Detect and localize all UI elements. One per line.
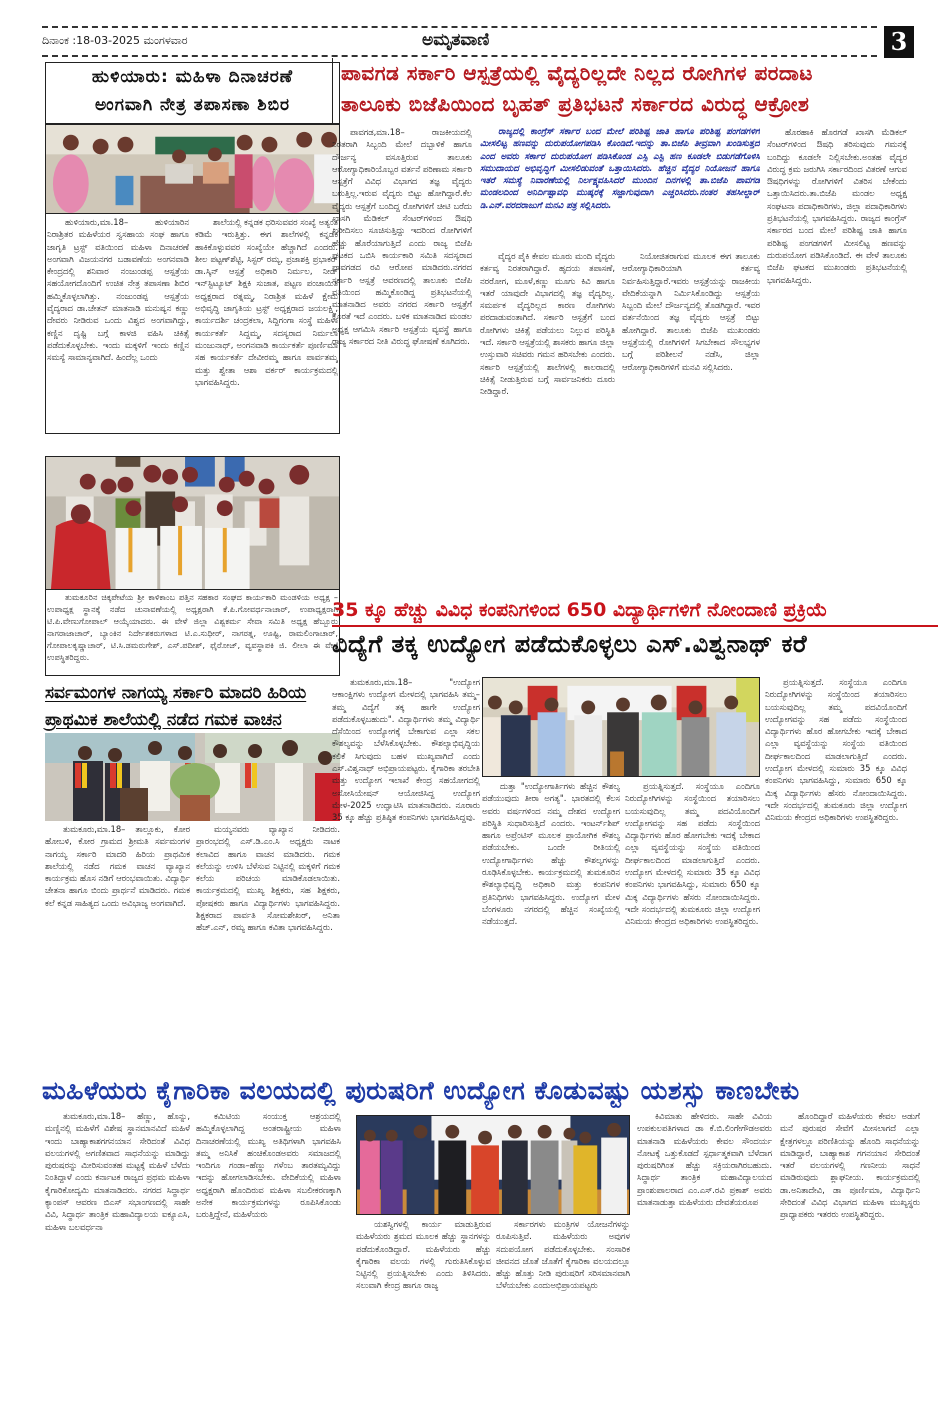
story4-headline-line2: ಪ್ರಾಥಮಿಕ ಶಾಲೆಯಲ್ಲಿ ನಡೆದ ಗಮಕ ವಾಚನ xyxy=(45,710,282,730)
story4-column-1: ತುಮಕೂರು,ಮಾ.18– ತಾಲ್ಲೂಕು, ಕೋರ ಹೋಬಳಿ, ಕೋರ ಗ್ರಾಮದ ಶ್ರೀಮತಿ ಸರ್ವಮಂಗಳ ನಾಗಯ್ಯ ಸರ್ಕಾರಿ ಮಾದರಿ ಹಿರಿಯ ಪ್ರಾಥಮಿಕ ಶಾಲೆಯಲ್ಲಿ ನಡೆದ ಗಮಕ ವಾಚನ ವ್ಯಾಖ್ಯಾನ ಕಾರ್ಯಕ್ರಮ ಹೊಸ ನಡಿಗೆ ಆರಂಭವಾಯಿತು. ವಿದ್ಯಾರ್ಥಿ ಚೇತನಾ ಹಾಗೂ ಬಿಂದು ಪ್ರಾರ್ಥನೆ ಮಾಡಿದರು. ಗಮಕ ಕಲೆ ಕನ್ನಡ ಸಾಹಿತ್ಯದ ಒಂದು ಅವಿಭಾಜ್ಯ ಅಂಗವಾಗಿದೆ. xyxy=(45,824,190,908)
masthead-bottom-divider xyxy=(42,55,877,57)
coop-caption: ತುಮಕೂರಿನ ಚಿಕ್ಕಪೇಟೆಯ ಶ್ರೀ ಕಾಳಿಕಾಂಬ ಪತ್ತಿನ ಸಹಕಾರ ಸಂಘದ ಕಾರ್ಯಕಾರಿ ಮಂಡಳಿಯ ಅಧ್ಯಕ್ಷ –ಉಪಾಧ್ಯಕ್ಷ ಸ್ಥಾನಕ್ಕೆ ನಡೆದ ಚುನಾವಣೆಯಲ್ಲಿ ಅಧ್ಯಕ್ಷರಾಗಿ ಕೆ.ಪಿ.ಗೋವರ್ಧನಾಚಾರ್, ಉಪಾಧ್ಯಕ್ಷರಾಗಿ ಟಿ.ಪಿ.ವೇಣುಗೋಪಾಲ್ ಆಯ್ಕೆಯಾದರು. ಈ ವೇಳೆ ಜಿಲ್ಲಾ ವಿಶ್ವಕರ್ಮ ಸೇವಾ ಸಮಿತಿ ಅಧ್ಯಕ್ಷ ಹೆಬ್ಬೂರು ನಾಗರಾಜಾಚಾರ್, ಬ್ಯಾಂಕಿನ ನಿರ್ದೇಶಕರುಗಳಾದ ಟಿ.ಎ.ಸುಧೀರ್, ನಾಗರತ್ನ, ಊಷ್ಟಿ, ರಾಮಲಿಂಗಾಚಾರ್, ಗೋಪಾಲಕೃಷ್ಣಾಚಾರ್, ಟಿ.ಸಿ.ಡಮರುಗೇಶ್, ಎಸ್.ಪದೀಶ್, ಫೈರೋಜ್, ವ್ಯವಸ್ಥಾಪಕಿ ಜಿ. ಲೀಲಾ ಈ ವೇಳೆ ಉಪಸ್ಥಿತರಿದ್ದರು. xyxy=(47,592,338,663)
newspaper-page xyxy=(20,0,945,1418)
story5-headline: ಮಹಿಳೆಯರು ಕೈಗಾರಿಕಾ ವಲಯದಲ್ಲಿ ಪುರುಷರಿಗೆ ಉದ್ಯೋಗ ಕೊಡುವಷ್ಟು ಯಶಸ್ಸು ಕಾಣಬೇಕು xyxy=(42,1076,800,1105)
story1-column-2: ಶಾಲೆಯಲ್ಲಿ ಕನ್ನಡಕ ಧರಿಸುವವರ ಸಂಖ್ಯೆ ಅತ್ಯಂತ ಕಡಿಮೆ ಇರುತ್ತಿತ್ತು. ಈಗ ಶಾಲೆಗಳಲ್ಲಿ ಕನ್ನಡಕ ಹಾಕಿಕೊಳ್ಳುವವರ ಸಂಖ್ಯೆಯೇ ಹೆಚ್ಚಾಗಿದೆ ಎಂದರು. ಶೀಲ ಪಟ್ಟಣ್‌ಶೆಟ್ಟಿ, ಸಿಸ್ಟರ್ ರಮ್ಯ, ಪ್ರಜಾಶಕ್ತಿ ಪ್ರಭಾಕರ್ ಡಾ.ಸ್ಕಿನ್ ಆಸ್ಪತ್ರೆ ಅಧಿಕಾರಿ ನಿರ್ಮಲ, ನೀಡ್ ಇನ್‌ಸ್ಟಿಟ್ಯೂಟ್ ಶಿಕ್ಷಕಿ ಸುಜಾತ, ಪಟ್ಟಣ ಪಂಚಾಯಿತಿ ಅಧ್ಯಕ್ಷರಾದ ರತ್ನಮ್ಮ, ನಿರಾಶ್ರಿತ ಮಹಿಳೆ ಕ್ಷೇಮ ಅಭಿವೃದ್ಧಿ ಜಾಗೃತಿಯ ಟ್ರಸ್ಟ್ ಅಧ್ಯಕ್ಷರಾದ ಜಯಲಕ್ಷ್ಮಿ, ಕಾರ್ಯದರ್ಶಿ ಚಂದ್ರಕಲಾ, ಸಿದ್ದಿಗಂಗಾ ಸಂಸ್ಥೆ ಮಹಿಳಾ ಕಾರ್ಯಕರ್ತೆ ಸಿದ್ದಮ್ಮ, ಸದಸ್ಯರಾದ ನಿರ್ಮಲಾ ಮಂಜುನಾಥ್, ಅಂಗನವಾಡಿ ಕಾರ್ಯಕರ್ತೆ ಪೂರ್ಣಿಮಾ ಸಹ ಕಾರ್ಯಕರ್ತೆ ದೇವೀರಮ್ಮ ಹಾಗೂ ಪಾರ್ವತಮ್ಮ ಮತ್ತು ಶ್ವೇತಾ ಆಶಾ ವರ್ಕರ್ ಕಾರ್ಯಕ್ರಮದಲ್ಲಿ ಭಾಗವಹಿಸಿದ್ದರು. xyxy=(195,217,338,387)
story3-column-2b: ಪ್ರಯತ್ನಿಸುತ್ತದೆ. ಸಂಸ್ಥೆಯೂ ಎಂದಿಗೂ ನಿರುದ್ಯೋಗಿಗಳನ್ನು ಸಂಸ್ಥೆಯಿಂದ ತಯಾರಿಸಲು ಬಯಸುವುದಿಲ್ಲ ತಮ್ಮ ಪದವಿಯೊಂದಿಗೆ ಉದ್ಯೋಗವನ್ನು ಸಹ ಪಡೆದು ಸಂಸ್ಥೆಯಿಂದ ವಿದ್ಯಾರ್ಥಿಗಳು ಹೊರ ಹೋಗಬೇಕು ಇದಕ್ಕೆ ಬೇಕಾದ ಎಲ್ಲಾ ವ್ಯವಸ್ಥೆಯನ್ನು ಸಂಸ್ಥೆಯ ವತಿಯಿಂದ ದೀರ್ಘಕಾಲದಿಂದ ಮಾಡಲಾಗುತ್ತಿದೆ ಎಂದರು. ಉದ್ಯೋಗ ಮೇಳದಲ್ಲಿ ಸುಮಾರು 35 ಕ್ಕೂ ವಿವಿಧ ಕಂಪನಿಗಳು ಭಾಗವಹಿಸಿದ್ದು, ಸುಮಾರು 650 ಕ್ಕೂ ಮಿಕ್ಕ ವಿದ್ಯಾರ್ಥಿಗಳು ಹೆಸರು ನೋಂದಾಯಿಸಿದ್ದರು. ಇದೇ ಸಂದರ್ಭದಲ್ಲಿ ತುಮಕೂರು ಜಿಲ್ಲಾ ಉದ್ಯೋಗ ವಿನಿಮಯ ಕೇಂದ್ರದ ಅಧಿಕಾರಿಗಳು ಉಪಸ್ಥಿತರಿದ್ದರು. xyxy=(625,781,760,927)
story3-column-1: ತುಮಕೂರು,ಮಾ.18– "ಉದ್ಯೋಗ ಆಕಾಂಕ್ಷಿಗಳು ಉದ್ಯೋಗ ಮೇಳದಲ್ಲಿ ಭಾಗವಹಿಸಿ ತಮ್ಮ–ತಮ್ಮ ವಿದ್ಯೆಗೆ ತಕ್ಕ ಹಾಗೇ ಉದ್ಯೋಗ ಪಡೆದುಕೊಳ್ಳಬಹುದು". ವಿದ್ಯಾರ್ಥಿಗಳು ತಮ್ಮ ವಿದ್ಯಾರ್ಥಿ ದೆಸೆಯಿಂದ ಉದ್ಯೋಗಕ್ಕೆ ಬೇಕಾಗುವ ಎಲ್ಲಾ ಸಕಲ ಕೌಶಲ್ಯವನ್ನು ಬೆಳೆಸಿಕೊಳ್ಳಬೇಕು. ಕೌಶಲ್ಯಾಭಿವೃದ್ಧಿಯ ಕಲಿಕೆ ಸಿಗುವುದು ಬಹಳ ಮುಖ್ಯವಾಗಿದೆ ಎಂದು ಎಸ್.ವಿಶ್ವನಾಥ್ ಅಭಿಪ್ರಾಯಪಟ್ಟರು. ಕೈಗಾರಿಕಾ ತರಬೇತಿ ಮತ್ತು ಉದ್ಯೋಗ ಇಲಾಖೆ ಕೇಂದ್ರ ಸಹಯೋಗದಲ್ಲಿ ಅಸೋಸಿಯೇಷನ್ ಆಯೋಜಿಸಿದ್ದ ಉದ್ಯೋಗ ಮೇಳ-2025 ಉದ್ಘಾಟಿಸಿ ಮಾತನಾಡಿದರು. ನೂರಾರು 35 ಕ್ಕೂ ಹೆಚ್ಚು ಪ್ರತಿಷ್ಠಿತ ಕಂಪನಿಗಳು ಭಾಗವಹಿಸಿದ್ದವು. xyxy=(332,677,480,823)
story5-column-1: ತುಮಕೂರು,ಮಾ.18– ಹೆಣ್ಣು, ಹೊನ್ನು, ಮಣ್ಣಿನಲ್ಲಿ ಮಹಿಳೆಗೆ ವಿಶೇಷ ಸ್ಥಾನಮಾನವಿದೆ ಮಹಿಳೆ ಇಂದು ಬಾಹ್ಯಾಕಾಶಗಗನಯಾನ ಸೇರಿದಂತೆ ವಿವಿಧ ವಲಯಗಳಲ್ಲಿ ಅಗಣಿತವಾದ ಸಾಧನೆಯನ್ನು ಮಾಡಿದ್ದು ಪುರುಷರನ್ನು ಮೀರಿಸುವಂತಹ ಮಟ್ಟಕ್ಕೆ ಮಹಿಳೆ ಬೆಳೆದು ನಿಂತಿದ್ದಾಳೆ ಎಂದು ಕರ್ನಾಟಕ ರಾಜ್ಯದ ಪ್ರಥಮ ಮಹಿಳಾ ಕೈಗಾರಿಕೋದ್ಯಮಿ ಮಾತನಾಡಿದರು. ನಗರದ ಸಿದ್ಧಾರ್ಥ ಕ್ಯಾಂಪಸ್ ಆವರಣ ಬಿಎಸ್ ಸಭಾಂಗಣದಲ್ಲಿ ಸಾಹೇ ವಿವಿ, ಸಿದ್ಧಾರ್ಥ ತಾಂತ್ರಿಕ ಮಹಾವಿದ್ಯಾಲಯ ಐಕ್ಯೂಎಸಿ, ಮಹಿಳಾ ಬಲವರ್ಧನಾ xyxy=(45,1111,190,1232)
story5-column-2: ಕಮಿಟಿಯ ಸಂಯುಕ್ತ ಆಶ್ರಯದಲ್ಲಿ ಹಮ್ಮಿಕೊಳ್ಳಲಾಗಿದ್ದ ಅಂತರಾಷ್ಟ್ರೀಯ ಮಹಿಳಾ ದಿನಾಚರಣೆಯಲ್ಲಿ ಮುಖ್ಯ ಅತಿಥಿಗಳಾಗಿ ಭಾಗವಹಿಸಿ ತಮ್ಮ ಅನಿಸಿಕೆ ಹಂಚಿಕೊಂಡಅವರು ಸಮಾಜದಲ್ಲಿ ಇಂದಿಗೂ ಗಂಡಾ–ಹೆಣ್ಣು ಗಳೆಂಬ ತಾರತಮ್ಯವಿದ್ದು ಇದನ್ನು ಹೋಗಲಾಡಿಸಬೇಕು. ವೇದಿಕೆಯಲ್ಲಿ ಮಹಿಳಾ ಅಧ್ಯಕ್ಷರಾಗಿ ಹೊಂದಿರುವ ಮಹಿಳಾ ಸಬಲೀಕರಣಕ್ಕಾಗಿ ಅನೇಕ ಕಾರ್ಯಕ್ರಮಗಳನ್ನು ರೂಪಿಸಿಕೊಂಡು ಬರುತ್ತಿದ್ದೇನೆ, ಮಹಿಳೆಯರು xyxy=(196,1111,341,1220)
story1-column-1: ಹುಳಿಯಾರು,ಮಾ.18– ಹುಳಿಯಾರಿನ ನಿರಾಶ್ರಿತರ ಮಹಿಳೆಯರ ಸ್ವಸಹಾಯ ಸಂಘ ಹಾಗೂ ಜಾಗೃತಿ ಟ್ರಸ್ಟ್ ವತಿಯಿಂದ ಮಹಿಳಾ ದಿನಾಚರಣೆ ಅಂಗವಾಗಿ ವಿಜಯನಗರ ಬಡಾವಣೆಯ ಅಂಗನವಾಡಿ ಕೇಂದ್ರದಲ್ಲಿ ಶನಿವಾರ ನಂಜುಂಡಪ್ಪ ಆಸ್ಪತ್ರೆಯ ಸಹಯೋಗದೊಂದಿಗೆ ಉಚಿತ ನೇತ್ರ ತಪಾಸಣಾ ಶಿಬಿರ ಹಮ್ಮಿಕೊಳ್ಳಲಾಗಿತ್ತು. ನಂಜುಂಡಪ್ಪ ಆಸ್ಪತ್ರೆಯ ವೈದ್ಯರಾದ ಡಾ.ಚೇತನ್ ಮಾತನಾಡಿ ಮನುಷ್ಯನ ಕಣ್ಣು ದೇವರು ನೀಡಿರುವ ಒಂದು ವಿಶ್ವದ ಅಂಗವಾಗಿದ್ದು, ಕಣ್ಣಿನ ದೃಷ್ಟಿ ಬಗ್ಗೆ ಕಾಳಜಿ ವಹಿಸಿ ಚಿಕಿತ್ಸೆ ಪಡೆದುಕೊಳ್ಳಬೇಕು. ಇಂದು ಮಕ್ಕಳಿಗೆ ಇಂದು ಕಣ್ಣಿನ ಸಮಸ್ಯೆ ಸಾಮಾನ್ಯವಾಗಿದೆ. ಹಿಂದೆಲ್ಲ ಒಂದು xyxy=(47,217,189,363)
coop-photo xyxy=(45,456,340,590)
story2-column-3: ನಿಯೋಜಿತರಾಗುವ ಮೂಲಕ ಈಗ ತಾಲೂಕು ಆರೋಗ್ಯಾಧಿಕಾರಿಯಾಗಿ ಕರ್ತವ್ಯ ನಿರ್ವಹಿಸುತ್ತಿದ್ದಾರೆ.ಇವರು ಆಸ್ಪತ್ರೆಯನ್ನು ರಾಜಕೀಯ ವೇದಿಕೆಯನ್ನಾಗಿ ನಿರ್ಮಿಸಿಕೊಂಡಿದ್ದು ಆಸ್ಪತ್ರೆಯ ಸಿಬ್ಬಂದಿ ಮೇಲೆ ದೌರ್ಜನ್ಯದಲ್ಲಿ ತೊಡಗಿದ್ದಾರೆ. ಇವರ ವರ್ತನೆಯಿಂದ ತಜ್ಞ ವೈದ್ಯರು ಆಸ್ಪತ್ರೆ ಬಿಟ್ಟು ಹೋಗಿದ್ದಾರೆ. ತಾಲೂಕು ಬಿಜೆಪಿ ಮುಖಂಡರು ಆಸ್ಪತ್ರೆಯಲ್ಲಿ ರೋಗಿಗಳಿಗೆ ಸಿಗಬೇಕಾದ ಸೌಲಭ್ಯಗಳ ಬಗ್ಗೆ ಪರಿಶೀಲನೆ ನಡೆಸಿ, ಜಿಲ್ಲಾ ಆರೋಗ್ಯಾಧಿಕಾರಿಗಳಿಗೆ ಮನವಿ ಸಲ್ಲಿಸಿದರು. xyxy=(622,251,760,372)
story2-highlight: ರಾಜ್ಯದಲ್ಲಿ ಕಾಂಗ್ರೆಸ್ ಸರ್ಕಾರ ಬಂದ ಮೇಲೆ ಪರಿಶಿಷ್ಟ ಜಾತಿ ಹಾಗೂ ಪರಿಶಿಷ್ಟ ಪಂಗಡಗಳಿಗೆ ಮೀಸಲಿಟ್ಟ ಹಣವನ್ನು ದುರುಪಯೋಗಪಡಿಸಿ ಕೊಂಡಿದೆ.ಇದನ್ನು ತಾ.ಬಿಜೆಪಿ ತೀವ್ರವಾಗಿ ಖಂಡಿಸುತ್ತದೆ ಎಂದ ಅವರು ಸರ್ಕಾರ ದುರುಪಯೋಗ ಪಡಿಸಿಕೊಂಡ ಎಸ್ಸಿ ಎಸ್ಟಿ ಹಣ ಕೂಡಲೇ ಬಿಡುಗಡೆಗೊಳಿಸಿ ಸಮುದಾಯದ ಅಭಿವೃದ್ಧಿಗೆ ಮೀಸಲಿಡುವಂತೆ ಒತ್ತಾಯಿಸಿದರು. ಹೆಚ್ಚಿನ ವೈದ್ಯರ ನಿಯೋಜನೆ ಹಾಗೂ ಇತರೆ ಸಮಸ್ಯೆ ನಿವಾರಣೆಯಲ್ಲಿ ನಿರ್ಲಕ್ಷ್ಯವಹಿಸಿದರೆ ಮುಂದಿನ ದಿನಗಳಲ್ಲಿ ತಾ.ಬಿಜೆಪಿ ಪಾವಗಡ ಮಂಡಲದಿಂದ ಅನಿರ್ದಿಷ್ಟಾವಧಿ ಮುಷ್ಕರಕ್ಕೆ ಸಜ್ಜಾಗುವುದಾಗಿ ಎಚ್ಚರಿಸಿದರು.ನಂತರ ತಹಸೀಲ್ದಾರ್ ಡಿ.ಎನ್.ವರದರಾಜುಗೆ ಮನವಿ ಪತ್ರ ಸಲ್ಲಿಸಿದರು. xyxy=(480,127,760,211)
story3-headline: ವಿದ್ಯೆಗೆ ತಕ್ಕ ಉದ್ಯೋಗ ಪಡೆದುಕೊಳ್ಳಲು ಎಸ್.ವಿಶ್ವನಾಥ್ ಕರೆ xyxy=(332,630,808,658)
story4-column-2: ಮಯ್ಯನವರು ವ್ಯಾಖ್ಯಾನ ನೀಡಿದರು. ಪ್ರಾರಂಭದಲ್ಲಿ ಎಸ್.ಡಿ.ಎಂ.ಸಿ ಅಧ್ಯಕ್ಷರು ನಾಟಕ ಕಲಾವಿದ ಹಾಗೂ ವಾಚನ ಮಾಡಿದರು. ಗಮಕ ಕಲೆಯನ್ನು ಉಳಿಸಿ ಬೆಳೆಸುವ ನಿಟ್ಟಿನಲ್ಲಿ ಮಕ್ಕಳಿಗೆ ಗಮಕ ಕಲೆಯ ಪರಿಚಯ ಮಾಡಿಕೊಡಲಾಯಿತು. ಕಾರ್ಯಕ್ರಮದಲ್ಲಿ ಮುಖ್ಯ ಶಿಕ್ಷಕರು, ಸಹ ಶಿಕ್ಷಕರು, ಪೋಷಕರು ಹಾಗೂ ವಿದ್ಯಾರ್ಥಿಗಳು ಭಾಗವಹಿಸಿದ್ದರು. ಶಿಕ್ಷಕರಾದ ಪಾರ್ವತಿ ಸೋಮಶೇಖರ್, ಅನಿತಾ ಹೆಚ್.ಎನ್, ರಮ್ಯ ಹಾಗೂ ಕವಿತಾ ಭಾಗವಹಿಸಿದ್ದರು. xyxy=(196,824,340,933)
story4-photo xyxy=(45,733,340,821)
story2-headline xyxy=(332,58,938,124)
story1-box-border xyxy=(45,214,340,434)
women-group-photo-icon xyxy=(46,125,339,213)
story1-photo xyxy=(45,124,340,214)
job-fair-group-photo-icon xyxy=(483,678,759,776)
school-event-photo-icon xyxy=(45,733,340,821)
story3-kicker: 35 ಕ್ಕೂ ಹೆಚ್ಚು ವಿವಿಧ ಕಂಪನಿಗಳಿಂದ 650 ವಿದ್ಯಾರ್ಥಿಗಳಿಗೆ ನೋಂದಾಣಿ ಪ್ರಕ್ರಿಯೆ xyxy=(332,597,938,627)
story2-headline-line1: ಪಾವಗಡ ಸರ್ಕಾರಿ ಆಸ್ಪತ್ರೆಯಲ್ಲಿ ವೈದ್ಯರಿಲ್ಲದೇ ನಿಲ್ಲದ ರೋಗಿಗಳ ಪರದಾಟ xyxy=(341,61,813,85)
story4-headline xyxy=(45,680,340,734)
masthead xyxy=(42,28,922,56)
group-photo-icon xyxy=(46,457,339,589)
story3-column-2: ದುತ್ತಾ "ಉದ್ಯೋಗಾರ್ತಿಗಳು ಹೆಚ್ಚಿನ ಕೌಶಲ್ಯ ಪಡೆಯುವುದು ತೀರಾ ಅಗತ್ಯ". ಭಾರತದಲ್ಲಿ ಕೆಲಸ ಅವರು ವರ್ಷಗಳಿಂದ ನಮ್ಮ ದೇಶದ ಉದ್ಯೋಗ ಪರಿಸ್ಥಿತಿ ಸುಧಾರಿಸುತ್ತಿದೆ ಎಂದರು. ಇಂಟರ್ನ್‌ಶಿಪ್ ಹಾಗೂ ಅಪ್ರೆಂಟಿಸ್ ಮೂಲಕ ಪ್ರಾಯೋಗಿಕ ಕೌಶಲ್ಯ ಪಡೆಯಬೇಕು. ಒಂದೇ ರೀತಿಯಲ್ಲಿ ಉದ್ಯೋಗಾರ್ಥಿಗಳು ಹೆಚ್ಚು ಕೌಶಲ್ಯಗಳನ್ನು ರೂಢಿಸಿಕೊಳ್ಳಬೇಕು. ಕಾರ್ಯಕ್ರಮದಲ್ಲಿ ತುಮಕೂರಿನ ಕೌಶಲ್ಯಾಭಿವೃದ್ಧಿ ಅಧಿಕಾರಿ ಮತ್ತು ಕಂಪನಿಗಳ ಪ್ರತಿನಿಧಿಗಳು ಭಾಗವಹಿಸಿದ್ದರು. ಉದ್ಯೋಗ ಮೇಳ ಬೆಂಗಳೂರು ನಗರದಲ್ಲಿ ಹೆಚ್ಚಿನ ಸಂಖ್ಯೆಯಲ್ಲಿ ನಡೆಯುತ್ತದೆ. xyxy=(482,781,620,927)
story1-headline-box xyxy=(45,62,340,124)
story1-headline-line2: ಅಂಗವಾಗಿ ನೇತ್ರ ತಪಾಸಣಾ ಶಿಬಿರ xyxy=(94,95,291,115)
story5-column-3: ಯಶಸ್ವಿಗಳಲ್ಲಿ ಕಾರ್ಯ ಮಾಡುತ್ತಿರುವ ಮಹಿಳೆಯರು ಶ್ರಮದ ಮೂಲಕ ಹೆಚ್ಚು ಸ್ಥಾನಗಳನ್ನು ಪಡೆದುಕೊಂಡಿದ್ದಾರೆ. ಮಹಿಳೆಯರು ಹೆಚ್ಚು ಕೈಗಾರಿಕಾ ವಲಯ ಗಳಲ್ಲಿ ಗುರುತಿಸಿಕೊಳ್ಳುವ ನಿಟ್ಟಿನಲ್ಲಿ ಪ್ರಯತ್ನಿಸಬೇಕು ಎಂದು ತಿಳಿಸಿದರು. ಸಲುವಾಗಿ ಕೇಂದ್ರ ಹಾಗೂ ರಾಜ್ಯ xyxy=(356,1219,491,1291)
story4-headline-line1: ಸರ್ವಮಂಗಳ ನಾಗಯ್ಯ ಸರ್ಕಾರಿ ಮಾದರಿ ಹಿರಿಯ xyxy=(45,683,307,703)
story5-column-4: ಸರ್ಕಾರಗಳು ಮಂತ್ರಿಗಳ ಯೋಜನೆಗಳನ್ನು ರೂಪಿಸುತ್ತಿವೆ. ಮಹಿಳೆಯರು ಅವುಗಳ ಸದುಪಯೋಗ ಪಡೆದುಕೊಳ್ಳಬೇಕು. ಸಂಸಾರಿಕ ಜೀವನದ ಜೊತೆ ಜೊತೆಗೆ ಕೈಗಾರಿಕಾ ವಲಯದಲ್ಲೂ ಹೆಚ್ಚು ಹೊತ್ತು ನೀಡಿ ಪುರುಷರಿಗೆ ಸರಿಸಮಾನವಾಗಿ ಬೆಳೆಯಬೇಕು ಎಂದುಅಭಿಪ್ರಾಯಪಟ್ಟರು xyxy=(496,1219,630,1291)
story2-headline-line2: ತಾಲೂಕು ಬಿಜೆಪಿಯಿಂದ ಬೃಹತ್ ಪ್ರತಿಭಟನೆ ಸರ್ಕಾರದ ವಿರುದ್ಧ ಆಕ್ರೋಶ xyxy=(341,92,810,116)
story1-headline-line1: ಹುಳಿಯಾರು: ಮಹಿಳಾ ದಿನಾಚರಣೆ xyxy=(91,67,294,87)
story5-column-6: ಹೊಂದಿದ್ದಾರೆ ಮಹಿಳೆಯರು ಕೇವಲ ಅಡುಗೆ ಮನೆ ಪುರುಷರ ಸೇವೆಗೆ ಮೀಸಲಾಗದೆ ಎಲ್ಲಾ ಕ್ಷೇತ್ರಗಳಲ್ಲೂ ಪರಿಣಿತಿಯನ್ನು ಹೊಂದಿ ಸಾಧನೆಯನ್ನು ಮಾಡಿದ್ದಾರೆ, ಬಾಹ್ಯಾಕಾಶ ಗಗನಯಾನ ಸೇರಿದಂತೆ ಇತರೆ ವಲಯಗಳಲ್ಲಿ ಗಣನೀಯ ಸಾಧನೆ ಮಾಡಿರುವುದು ಶ್ಲಾಘನೀಯ. ಕಾರ್ಯಕ್ರಮದಲ್ಲಿ ಡಾ.ಅನಿತಾದೇವಿ, ಡಾ ಪೂರ್ಣಿಮಾ, ವಿದ್ಯಾರ್ಥಿನಿ ಸೇರಿದಂತೆ ವಿವಿಧ ವಿಭಾಗದ ಮಹಿಳಾ ಮುಖ್ಯಸ್ಥರು ಪ್ರಾಧ್ಯಾಪಕರು ಇತರರು ಉಪಸ್ಥಿತರಿದ್ದರು. xyxy=(780,1111,920,1220)
issue-date: ದಿನಾಂಕ :18-03-2025 ಮಂಗಳವಾರ xyxy=(42,34,188,47)
story3-photo xyxy=(482,677,760,777)
story2-column-4: ಹೊರಹಾಕಿ ಹೊರಗಡೆ ಖಾಸಗಿ ಮೆಡಿಕಲ್ ಸೆಂಟರ್‌ಗಳಿಂದ ಔಷಧಿ ತರಿಸುವುದು ಗಮನಕ್ಕೆ ಬಂದಿದ್ದು ಕೂಡಲೇ ನಿಲ್ಲಿಸಬೇಕು.ಅಂತಹ ವೈದ್ಯರ ವಿರುದ್ಧ ಕ್ರಮ ಜರುಗಿಸಿ ಸರ್ಕಾರದಿಂದ ವಿತರಣೆ ಆಗುವ ಔಷಧಿಗಳನ್ನು ರೋಗಿಗಳಿಗೆ ವಿತರಿಸ ಬೇಕೆಂದು ಒತ್ತಾಯಿಸಿದರು.ತಾ.ಬಿಜೆಪಿ ಮಂಡಲ ಅಧ್ಯಕ್ಷ ಸಂಘಟನಾ ಪದಾಧಿಕಾರಿಗಳು, ಜಿಲ್ಲಾ ಪದಾಧಿಕಾರಿಗಳು ಪ್ರತಿಭಟನೆಯಲ್ಲಿ ಭಾಗವಹಿಸಿದ್ದರು. ರಾಜ್ಯದ ಕಾಂಗ್ರೆಸ್ ಸರ್ಕಾರದ ಬಂದ ಮೇಲೆ ಪರಿಶಿಷ್ಟ ಜಾತಿ ಹಾಗೂ ಪರಿಶಿಷ್ಟ ಪಂಗಡಗಳಿಗೆ ಮೀಸಲಿಟ್ಟ ಹಣವನ್ನು ದುರುಪಯೋಗ ಪಡಿಸಿಕೊಂಡಿದೆ. ಈ ವೇಳೆ ತಾಲೂಕು ಬಿಜೆಪಿ ಘಟಕದ ಮುಖಂಡರು ಪ್ರತಿಭಟನೆಯಲ್ಲಿ ಭಾಗವಹಿಸಿದ್ದರು. xyxy=(767,127,907,285)
story2-column-2: ವೈದ್ಯರ ಪೈಕಿ ಕೇವಲ ಮೂರು ಮಂದಿ ವೈದ್ಯರು ಕರ್ತವ್ಯ ನಿರತರಾಗಿದ್ದಾರೆ. ಹೃದಯ ತಪಾಸಣೆ, ನರರೋಗ, ಮೂಳೆ,ಕಣ್ಣು ಮೂಗು ಕಿವಿ ಹಾಗೂ ಇತರೆ ಯಾವುದೇ ವಿಭಾಗದಲ್ಲಿ ತಜ್ಞ ವೈದ್ಯರಿಲ್ಲ. ಸಮರ್ಪಕ ವೈದ್ಯರಿಲ್ಲದ ಕಾರಣ ರೋಗಿಗಳು ಪರದಾಡುವಂತಾಗಿದೆ. ಸರ್ಕಾರಿ ಆಸ್ಪತ್ರೆಗೆ ಬಂದ ರೋಗಿಗಳು ಚಿಕಿತ್ಸೆ ಪಡೆಯಲು ನಿಲ್ಲುವ ಪರಿಸ್ಥಿತಿ ಇದೆ. ಸರ್ಕಾರಿ ಆಸ್ಪತ್ರೆಯಲ್ಲಿ ಶಾಸಕರು ಹಾಗೂ ಜಿಲ್ಲಾ ಉಸ್ತುವಾರಿ ಸಚಿವರು ಗಮನ ಹರಿಸಬೇಕು ಎಂದರು. ಸರ್ಕಾರಿ ಆಸ್ಪತ್ರೆಯಲ್ಲಿ ಶಾಲೆಗಳಲ್ಲಿ ಕಾಲರಾದಲ್ಲಿ ಚಿಕಿತ್ಸೆ ನೀಡುತ್ತಿರುವ ಬಗ್ಗೆ ಸಾರ್ವಜನಿಕರು ದೂರು ನೀಡಿದ್ದಾರೆ. xyxy=(480,251,615,397)
coop-caption-border xyxy=(45,590,340,676)
story2-column-1: ಪಾವಗಡ,ಮಾ.18– ರಾಜಕೀಯದಲ್ಲಿ ನಿರತರಾಗಿ ಸಿಬ್ಬಂದಿ ಮೇಲೆ ದಬ್ಬಾಳಿಕೆ ಹಾಗೂ ದೌರ್ಜನ್ಯ ವಸೂತ್ತಿರುವ ತಾಲೂಕು ಆರೋಗ್ಯಾಧಿಕಾರಿಯೊಬ್ಬರ ವರ್ತನೆ ಪರಿಣಾಮ ಸರ್ಕಾರಿ ಆಸ್ಪತ್ರೆಗೆ ವಿವಿಧ ವಿಭಾಗದ ತಜ್ಞ ವೈದ್ಯರು ಬರುತ್ತಿಲ್ಲ.ಇರುವ ವೈದ್ಯರು ಬಿಟ್ಟು ಹೋಗಿದ್ದಾರೆ.ಕೆಲ ವೈದ್ಯರು ಆಸ್ಪತ್ರೆಗೆ ಬಂದಿದ್ದ ರೋಗಿಗಳಿಗೆ ಚೀಟಿ ಬರೆದು ಖಾಸಗಿ ಮೆಡಿಕಲ್ ಸೆಂಟರ್‌ಗಳಿಂದ ಔಷಧಿ ಖರೀದಿಸಲು ಸೂಚಿಸುತ್ತಿದ್ದು ಇದರಿಂದ ರೋಗಿಗಳಿಗೆ ಹೆಚ್ಚು ಹೊರೆಯಾಗುತ್ತಿದೆ ಎಂದು ರಾಜ್ಯ ಬಿಜೆಪಿ ಘಟಕದ ಒಬಿಸಿ ಕಾರ್ಯಕಾರಿ ಸಮಿತಿ ಸದಸ್ಯರಾದ ಪಾವಗಡದ ರವಿ ಆರೋಪ ಮಾಡಿದರು.ನಗರದ ಸರ್ಕಾರಿ ಆಸ್ಪತ್ರೆ ಆವರಣದಲ್ಲಿ ತಾಲೂಕು ಬಿಜೆಪಿ ವತಿಯಿಂದ ಹಮ್ಮಿಕೊಂಡಿದ್ದ ಪ್ರತಿಭಟನೆಯಲ್ಲಿ ಮಾತನಾಡಿದ ಅವರು ನಗರದ ಸರ್ಕಾರಿ ಆಸ್ಪತ್ರೆಗೆ ಕೊರತೆ ಇದೆ ಎಂದರು. ಬಳಿಕ ಮಾತನಾಡಿದ ಮಂಡಲ ಅಧ್ಯಕ್ಷ ಆಗಮಿಸಿ ಸರ್ಕಾರಿ ಆಸ್ಪತ್ರೆಯ ವ್ಯವಸ್ಥೆ ಹಾಗೂ ರಾಜ್ಯ ಸರ್ಕಾರದ ನೀತಿ ವಿರುದ್ಧ ಘೋಷಣೆ ಕೂಗಿದರು. xyxy=(332,127,472,347)
story3-headline-block xyxy=(332,597,938,661)
newspaper-name: ಅಮೃತವಾಣಿ xyxy=(422,30,490,50)
story5-photo xyxy=(356,1115,630,1215)
women-day-stage-photo-icon xyxy=(357,1116,629,1214)
page-number: 3 xyxy=(884,26,914,58)
story3-column-3: ಪ್ರಯತ್ನಿಸುತ್ತದೆ. ಸಂಸ್ಥೆಯೂ ಎಂದಿಗೂ ನಿರುದ್ಯೋಗಿಗಳನ್ನು ಸಂಸ್ಥೆಯಿಂದ ತಯಾರಿಸಲು ಬಯಸುವುದಿಲ್ಲ ತಮ್ಮ ಪದವಿಯೊಂದಿಗೆ ಉದ್ಯೋಗವನ್ನು ಸಹ ಪಡೆದು ಸಂಸ್ಥೆಯಿಂದ ವಿದ್ಯಾರ್ಥಿಗಳು ಹೊರ ಹೋಗಬೇಕು ಇದಕ್ಕೆ ಬೇಕಾದ ಎಲ್ಲಾ ವ್ಯವಸ್ಥೆಯನ್ನು ಸಂಸ್ಥೆಯ ವತಿಯಿಂದ ದೀರ್ಘಕಾಲದಿಂದ ಮಾಡಲಾಗುತ್ತಿದೆ ಎಂದರು. ಉದ್ಯೋಗ ಮೇಳದಲ್ಲಿ ಸುಮಾರು 35 ಕ್ಕೂ ವಿವಿಧ ಕಂಪನಿಗಳು ಭಾಗವಹಿಸಿದ್ದು, ಸುಮಾರು 650 ಕ್ಕೂ ಮಿಕ್ಕ ವಿದ್ಯಾರ್ಥಿಗಳು ಹೆಸರು ನೋಂದಾಯಿಸಿದ್ದರು. ಇದೇ ಸಂದರ್ಭದಲ್ಲಿ ತುಮಕೂರು ಜಿಲ್ಲಾ ಉದ್ಯೋಗ ವಿನಿಮಯ ಕೇಂದ್ರದ ಅಧಿಕಾರಿಗಳು ಉಪಸ್ಥಿತರಿದ್ದರು. xyxy=(765,677,907,823)
story5-column-5: ಕಿವಿಮಾತು ಹೇಳಿದರು. ಸಾಹೇ ವಿವಿಯ ಉಪಕುಲಪತಿಗಳಾದ ಡಾ ಕೆ.ಬಿ.ಲಿಂಗೇಗೌಡಅವರು ಮಾತನಾಡಿ ಮಹಿಳೆಯರು ಕೇವಲ ಸೌಂದರ್ಯ ನೋಟಕ್ಕೆ ಒತ್ತುಕೊಡದೆ ಸ್ಪರ್ಧಾತ್ಮಕವಾಗಿ ಬೆಳೆದಾಗ ಪುರುಷರಿಗಿಂತ ಹೆಚ್ಚು ಸಕ್ರಿಯರಾಗಿರಬಹುದು. ಸಿದ್ಧಾರ್ಥ ತಾಂತ್ರಿಕ ಮಹಾವಿದ್ಯಾಲಯದ ಪ್ರಾಂಶುಪಾಲರಾದ ಎಂ.ಎಸ್.ರವಿ ಪ್ರಕಾಶ್ ಅವರು ಮಾತನಾಡುತ್ತಾ ಮಹಿಳೆಯರು ದೇವತೆಯರೂಪ xyxy=(637,1111,772,1208)
